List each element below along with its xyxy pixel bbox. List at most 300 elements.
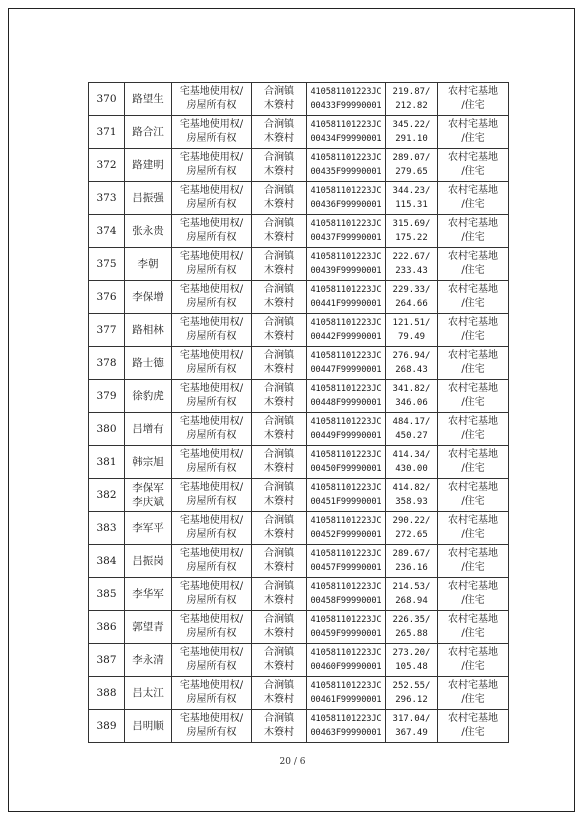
row-number-text: 388 <box>96 687 117 699</box>
owner-name-cell <box>125 215 172 248</box>
row-number-cell <box>89 578 125 611</box>
row-number-cell <box>89 182 125 215</box>
area-text: 226.35/ 265.88 <box>392 615 431 639</box>
location-text: 合涧镇 木簝村 <box>264 284 294 309</box>
area-text: 219.87/ 212.82 <box>392 87 431 111</box>
area-text: 414.82/ 358.93 <box>392 483 431 507</box>
area-text: 414.34/ 430.00 <box>392 450 431 474</box>
right-type-text: 宅基地使用权/ 房屋所有权 <box>179 218 244 243</box>
row-number-cell <box>89 545 125 578</box>
right-type-cell <box>172 545 252 578</box>
land-use-cell <box>438 413 509 446</box>
owner-name-text: 张永贵 <box>132 225 164 237</box>
area-text: 214.53/ 268.94 <box>392 582 431 606</box>
row-number-cell <box>89 644 125 677</box>
right-type-cell <box>172 182 252 215</box>
table-row <box>89 182 509 215</box>
right-type-text: 宅基地使用权/ 房屋所有权 <box>179 581 244 606</box>
location-text: 合涧镇 木簝村 <box>264 449 294 474</box>
right-type-cell <box>172 611 252 644</box>
area-cell <box>386 83 438 116</box>
row-number-cell <box>89 248 125 281</box>
area-text: 273.20/ 105.48 <box>392 648 431 672</box>
land-use-text: 农村宅基地 /住宅 <box>448 185 498 210</box>
location-text: 合涧镇 木簝村 <box>264 647 294 672</box>
owner-name-cell <box>125 710 172 743</box>
row-number-text: 387 <box>96 654 117 666</box>
owner-name-text: 韩宗旭 <box>132 456 164 468</box>
right-type-text: 宅基地使用权/ 房屋所有权 <box>179 152 244 177</box>
row-number-text: 379 <box>96 390 117 402</box>
land-use-text: 农村宅基地 /住宅 <box>448 119 498 144</box>
land-use-cell <box>438 83 509 116</box>
area-cell <box>386 644 438 677</box>
row-number-cell <box>89 479 125 512</box>
owner-name-cell <box>125 182 172 215</box>
row-number-cell <box>89 116 125 149</box>
owner-name-cell <box>125 347 172 380</box>
land-use-text: 农村宅基地 /住宅 <box>448 152 498 177</box>
location-cell <box>252 545 307 578</box>
right-type-cell <box>172 314 252 347</box>
owner-name-cell <box>125 413 172 446</box>
parcel-code-cell <box>307 182 386 215</box>
right-type-cell <box>172 479 252 512</box>
land-use-text: 农村宅基地 /住宅 <box>448 581 498 606</box>
area-cell <box>386 413 438 446</box>
table-row <box>89 479 509 512</box>
land-use-cell <box>438 314 509 347</box>
parcel-code-text: 410581101223JC 00457F99990001 <box>310 549 382 573</box>
owner-name-text: 吕增有 <box>132 423 164 435</box>
row-number-text: 373 <box>96 192 117 204</box>
table-row <box>89 248 509 281</box>
land-use-text: 农村宅基地 /住宅 <box>448 548 498 573</box>
location-text: 合涧镇 木簝村 <box>264 713 294 738</box>
location-cell <box>252 644 307 677</box>
land-use-cell <box>438 380 509 413</box>
parcel-code-text: 410581101223JC 00463F99990001 <box>310 714 382 738</box>
table-body <box>89 83 509 743</box>
right-type-cell <box>172 677 252 710</box>
area-text: 317.04/ 367.49 <box>392 714 431 738</box>
table-row <box>89 644 509 677</box>
right-type-text: 宅基地使用权/ 房屋所有权 <box>179 416 244 441</box>
location-cell <box>252 83 307 116</box>
row-number-text: 383 <box>96 522 117 534</box>
area-cell <box>386 149 438 182</box>
location-cell <box>252 347 307 380</box>
location-cell <box>252 314 307 347</box>
page-number: 20 / 6 <box>279 757 306 767</box>
area-cell <box>386 479 438 512</box>
location-cell <box>252 446 307 479</box>
area-text: 341.82/ 346.06 <box>392 384 431 408</box>
parcel-code-text: 410581101223JC 00450F99990001 <box>310 450 382 474</box>
owner-name-cell <box>125 116 172 149</box>
owner-name-text: 吕振岗 <box>132 555 164 567</box>
table-row <box>89 611 509 644</box>
owner-name-text: 路望生 <box>132 93 164 105</box>
land-use-cell <box>438 347 509 380</box>
right-type-cell <box>172 578 252 611</box>
parcel-code-cell <box>307 248 386 281</box>
area-text: 315.69/ 175.22 <box>392 219 431 243</box>
row-number-text: 380 <box>96 423 117 435</box>
location-cell <box>252 479 307 512</box>
location-cell <box>252 281 307 314</box>
right-type-cell <box>172 83 252 116</box>
right-type-text: 宅基地使用权/ 房屋所有权 <box>179 119 244 144</box>
table-row <box>89 83 509 116</box>
land-use-text: 农村宅基地 /住宅 <box>448 350 498 375</box>
land-use-text: 农村宅基地 /住宅 <box>448 86 498 111</box>
parcel-code-cell <box>307 479 386 512</box>
table-row <box>89 413 509 446</box>
row-number-text: 377 <box>96 324 117 336</box>
right-type-cell <box>172 347 252 380</box>
row-number-text: 371 <box>96 126 117 138</box>
location-text: 合涧镇 木簝村 <box>264 350 294 375</box>
area-cell <box>386 347 438 380</box>
owner-name-cell <box>125 149 172 182</box>
area-cell <box>386 248 438 281</box>
area-text: 290.22/ 272.65 <box>392 516 431 540</box>
land-use-text: 农村宅基地 /住宅 <box>448 713 498 738</box>
location-text: 合涧镇 木簝村 <box>264 416 294 441</box>
parcel-code-text: 410581101223JC 00442F99990001 <box>310 318 382 342</box>
land-use-cell <box>438 215 509 248</box>
table-row <box>89 512 509 545</box>
location-cell <box>252 149 307 182</box>
table-row <box>89 446 509 479</box>
row-number-text: 384 <box>96 555 117 567</box>
parcel-code-text: 410581101223JC 00441F99990001 <box>310 285 382 309</box>
location-cell <box>252 116 307 149</box>
row-number-cell <box>89 380 125 413</box>
location-cell <box>252 677 307 710</box>
owner-name-cell <box>125 446 172 479</box>
right-type-text: 宅基地使用权/ 房屋所有权 <box>179 86 244 111</box>
parcel-code-cell <box>307 545 386 578</box>
right-type-text: 宅基地使用权/ 房屋所有权 <box>179 284 244 309</box>
area-text: 252.55/ 296.12 <box>392 681 431 705</box>
parcel-code-cell <box>307 281 386 314</box>
land-use-text: 农村宅基地 /住宅 <box>448 449 498 474</box>
parcel-code-text: 410581101223JC 00449F99990001 <box>310 417 382 441</box>
right-type-cell <box>172 281 252 314</box>
right-type-cell <box>172 512 252 545</box>
row-number-cell <box>89 710 125 743</box>
parcel-code-text: 410581101223JC 00433F99990001 <box>310 87 382 111</box>
right-type-cell <box>172 446 252 479</box>
row-number-cell <box>89 446 125 479</box>
area-cell <box>386 512 438 545</box>
owner-name-text: 路相林 <box>132 324 164 336</box>
right-type-text: 宅基地使用权/ 房屋所有权 <box>179 185 244 210</box>
table-row <box>89 710 509 743</box>
row-number-cell <box>89 83 125 116</box>
right-type-text: 宅基地使用权/ 房屋所有权 <box>179 350 244 375</box>
right-type-text: 宅基地使用权/ 房屋所有权 <box>179 647 244 672</box>
land-use-cell <box>438 644 509 677</box>
right-type-cell <box>172 413 252 446</box>
area-cell <box>386 116 438 149</box>
land-use-cell <box>438 248 509 281</box>
location-cell <box>252 611 307 644</box>
table-row <box>89 578 509 611</box>
location-text: 合涧镇 木簝村 <box>264 482 294 507</box>
area-cell <box>386 446 438 479</box>
parcel-code-text: 410581101223JC 00460F99990001 <box>310 648 382 672</box>
owner-name-cell <box>125 314 172 347</box>
land-use-text: 农村宅基地 /住宅 <box>448 383 498 408</box>
right-type-cell <box>172 248 252 281</box>
land-use-text: 农村宅基地 /住宅 <box>448 251 498 276</box>
location-cell <box>252 380 307 413</box>
row-number-cell <box>89 611 125 644</box>
parcel-code-text: 410581101223JC 00435F99990001 <box>310 153 382 177</box>
right-type-text: 宅基地使用权/ 房屋所有权 <box>179 713 244 738</box>
land-use-text: 农村宅基地 /住宅 <box>448 218 498 243</box>
owner-name-text: 郭望青 <box>132 621 164 633</box>
owner-name-text: 路士德 <box>132 357 164 369</box>
row-number-cell <box>89 149 125 182</box>
table-row <box>89 281 509 314</box>
area-text: 121.51/ 79.49 <box>392 318 431 342</box>
area-cell <box>386 281 438 314</box>
owner-name-cell <box>125 677 172 710</box>
right-type-text: 宅基地使用权/ 房屋所有权 <box>179 449 244 474</box>
land-use-text: 农村宅基地 /住宅 <box>448 482 498 507</box>
land-use-cell <box>438 116 509 149</box>
land-use-cell <box>438 545 509 578</box>
location-cell <box>252 248 307 281</box>
location-text: 合涧镇 木簝村 <box>264 581 294 606</box>
table-row <box>89 380 509 413</box>
owner-name-cell <box>125 479 172 512</box>
owner-name-cell <box>125 83 172 116</box>
row-number-text: 378 <box>96 357 117 369</box>
area-text: 345.22/ 291.10 <box>392 120 431 144</box>
owner-name-text: 路合江 <box>132 126 164 138</box>
table-row <box>89 149 509 182</box>
row-number-cell <box>89 314 125 347</box>
property-records-table <box>88 82 509 743</box>
location-text: 合涧镇 木簝村 <box>264 383 294 408</box>
right-type-cell <box>172 380 252 413</box>
area-cell <box>386 215 438 248</box>
row-number-text: 389 <box>96 720 117 732</box>
land-use-text: 农村宅基地 /住宅 <box>448 647 498 672</box>
land-use-text: 农村宅基地 /住宅 <box>448 515 498 540</box>
row-number-text: 382 <box>96 489 117 501</box>
location-cell <box>252 413 307 446</box>
land-use-cell <box>438 578 509 611</box>
location-text: 合涧镇 木簝村 <box>264 680 294 705</box>
owner-name-text: 李军平 <box>132 522 164 534</box>
owner-name-cell <box>125 512 172 545</box>
land-use-cell <box>438 710 509 743</box>
area-cell <box>386 314 438 347</box>
row-number-cell <box>89 413 125 446</box>
location-text: 合涧镇 木簝村 <box>264 614 294 639</box>
right-type-cell <box>172 710 252 743</box>
parcel-code-cell <box>307 413 386 446</box>
row-number-text: 370 <box>96 93 117 105</box>
table-row <box>89 116 509 149</box>
owner-name-cell <box>125 380 172 413</box>
land-use-cell <box>438 446 509 479</box>
land-use-cell <box>438 479 509 512</box>
location-text: 合涧镇 木簝村 <box>264 185 294 210</box>
parcel-code-text: 410581101223JC 00434F99990001 <box>310 120 382 144</box>
location-text: 合涧镇 木簝村 <box>264 317 294 342</box>
parcel-code-text: 410581101223JC 00437F99990001 <box>310 219 382 243</box>
parcel-code-text: 410581101223JC 00439F99990001 <box>310 252 382 276</box>
owner-name-text: 李保军 李庆斌 <box>132 482 164 508</box>
parcel-code-cell <box>307 644 386 677</box>
area-cell <box>386 380 438 413</box>
right-type-text: 宅基地使用权/ 房屋所有权 <box>179 482 244 507</box>
parcel-code-text: 410581101223JC 00448F99990001 <box>310 384 382 408</box>
right-type-text: 宅基地使用权/ 房屋所有权 <box>179 614 244 639</box>
land-use-cell <box>438 149 509 182</box>
land-use-cell <box>438 512 509 545</box>
area-cell <box>386 578 438 611</box>
owner-name-text: 吕明顺 <box>132 720 164 732</box>
row-number-cell <box>89 281 125 314</box>
row-number-cell <box>89 215 125 248</box>
row-number-cell <box>89 512 125 545</box>
owner-name-text: 吕太江 <box>132 687 164 699</box>
area-cell <box>386 677 438 710</box>
parcel-code-cell <box>307 677 386 710</box>
right-type-text: 宅基地使用权/ 房屋所有权 <box>179 548 244 573</box>
owner-name-cell <box>125 248 172 281</box>
area-text: 229.33/ 264.66 <box>392 285 431 309</box>
right-type-text: 宅基地使用权/ 房屋所有权 <box>179 317 244 342</box>
location-text: 合涧镇 木簝村 <box>264 152 294 177</box>
location-text: 合涧镇 木簝村 <box>264 548 294 573</box>
area-cell <box>386 182 438 215</box>
row-number-cell <box>89 677 125 710</box>
location-text: 合涧镇 木簝村 <box>264 515 294 540</box>
parcel-code-cell <box>307 611 386 644</box>
owner-name-text: 吕振强 <box>132 192 164 204</box>
location-cell <box>252 215 307 248</box>
right-type-cell <box>172 149 252 182</box>
location-text: 合涧镇 木簝村 <box>264 86 294 111</box>
land-use-text: 农村宅基地 /住宅 <box>448 680 498 705</box>
land-use-cell <box>438 611 509 644</box>
right-type-text: 宅基地使用权/ 房屋所有权 <box>179 680 244 705</box>
area-text: 289.07/ 279.65 <box>392 153 431 177</box>
parcel-code-text: 410581101223JC 00451F99990001 <box>310 483 382 507</box>
row-number-cell <box>89 347 125 380</box>
right-type-text: 宅基地使用权/ 房屋所有权 <box>179 251 244 276</box>
parcel-code-text: 410581101223JC 00436F99990001 <box>310 186 382 210</box>
parcel-code-cell <box>307 83 386 116</box>
location-text: 合涧镇 木簝村 <box>264 218 294 243</box>
owner-name-cell <box>125 578 172 611</box>
owner-name-text: 路建明 <box>132 159 164 171</box>
parcel-code-cell <box>307 149 386 182</box>
owner-name-text: 徐豹虎 <box>132 390 164 402</box>
parcel-code-cell <box>307 215 386 248</box>
parcel-code-text: 410581101223JC 00459F99990001 <box>310 615 382 639</box>
row-number-text: 386 <box>96 621 117 633</box>
land-use-text: 农村宅基地 /住宅 <box>448 416 498 441</box>
owner-name-cell <box>125 545 172 578</box>
area-text: 289.67/ 236.16 <box>392 549 431 573</box>
parcel-code-cell <box>307 314 386 347</box>
table-row <box>89 314 509 347</box>
location-text: 合涧镇 木簝村 <box>264 251 294 276</box>
row-number-text: 374 <box>96 225 117 237</box>
row-number-text: 385 <box>96 588 117 600</box>
land-use-cell <box>438 677 509 710</box>
right-type-cell <box>172 215 252 248</box>
owner-name-text: 李华军 <box>132 588 164 600</box>
row-number-text: 375 <box>96 258 117 270</box>
parcel-code-text: 410581101223JC 00452F99990001 <box>310 516 382 540</box>
area-cell <box>386 710 438 743</box>
location-cell <box>252 578 307 611</box>
land-use-cell <box>438 182 509 215</box>
area-cell <box>386 545 438 578</box>
area-text: 484.17/ 450.27 <box>392 417 431 441</box>
right-type-cell <box>172 116 252 149</box>
parcel-code-cell <box>307 116 386 149</box>
area-cell <box>386 611 438 644</box>
table-row <box>89 545 509 578</box>
parcel-code-text: 410581101223JC 00447F99990001 <box>310 351 382 375</box>
parcel-code-cell <box>307 446 386 479</box>
land-use-text: 农村宅基地 /住宅 <box>448 284 498 309</box>
parcel-code-cell <box>307 710 386 743</box>
owner-name-cell <box>125 281 172 314</box>
area-text: 276.94/ 268.43 <box>392 351 431 375</box>
table-row <box>89 347 509 380</box>
parcel-code-cell <box>307 380 386 413</box>
table-row <box>89 215 509 248</box>
parcel-code-text: 410581101223JC 00458F99990001 <box>310 582 382 606</box>
owner-name-cell <box>125 644 172 677</box>
table-row <box>89 677 509 710</box>
land-use-text: 农村宅基地 /住宅 <box>448 317 498 342</box>
location-cell <box>252 182 307 215</box>
parcel-code-cell <box>307 578 386 611</box>
right-type-text: 宅基地使用权/ 房屋所有权 <box>179 515 244 540</box>
land-use-cell <box>438 281 509 314</box>
owner-name-text: 李保增 <box>132 291 164 303</box>
parcel-code-cell <box>307 347 386 380</box>
owner-name-cell <box>125 611 172 644</box>
right-type-text: 宅基地使用权/ 房屋所有权 <box>179 383 244 408</box>
right-type-cell <box>172 644 252 677</box>
location-cell <box>252 710 307 743</box>
location-cell <box>252 512 307 545</box>
row-number-text: 381 <box>96 456 117 468</box>
row-number-text: 376 <box>96 291 117 303</box>
parcel-code-text: 410581101223JC 00461F99990001 <box>310 681 382 705</box>
area-text: 344.23/ 115.31 <box>392 186 431 210</box>
area-text: 222.67/ 233.43 <box>392 252 431 276</box>
row-number-text: 372 <box>96 159 117 171</box>
parcel-code-cell <box>307 512 386 545</box>
land-use-text: 农村宅基地 /住宅 <box>448 614 498 639</box>
